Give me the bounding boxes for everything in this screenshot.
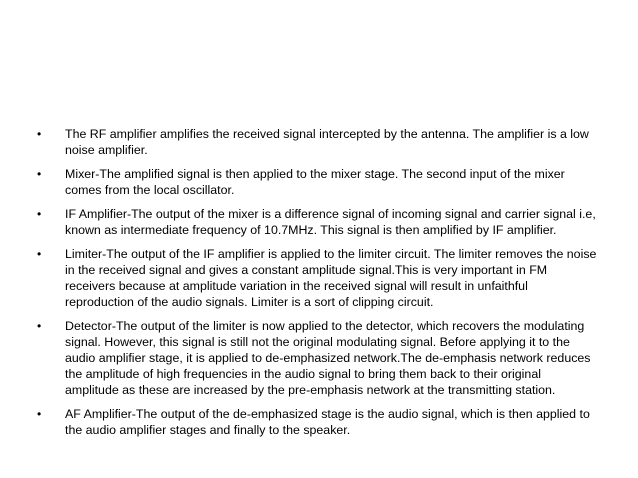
bullet-dot-icon: • (37, 207, 42, 221)
bullet-item-if-amplifier (37, 206, 597, 238)
bullet-text: Mixer-The amplified signal is then applied to the mixer stage. The second input of the mixer comes from the local oscillator. (65, 167, 565, 197)
bullet-item-mixer (37, 166, 597, 198)
bullet-dot-icon: • (37, 407, 42, 421)
bullet-dot-icon: • (37, 319, 42, 333)
bullet-list (37, 126, 597, 446)
bullet-dot-icon: • (37, 167, 42, 181)
bullet-text: Limiter-The output of the IF amplifier is applied to the limiter circuit. The limiter removes the noise in the received signal and gives a constant amplitude signal.This is very important in FM receivers because at amplitude variation in the received signal will result in unfaithful reproduction of the audio signals. Limiter is a sort of clipping circuit. (65, 247, 597, 309)
bullet-dot-icon: • (37, 127, 42, 141)
bullet-dot-icon: • (37, 247, 42, 261)
bullet-text: Detector-The output of the limiter is now applied to the detector, which recovers the modulating signal. However, this signal is still not the original modulating signal. Before applying it to the audio amplifier stage, it is applied to de-emphasized network.The de-emphasis network reduces the amplitude of high frequencies in the audio signal to bring them back to their original amplitude as these are increased by the pre-emphasis network at the transmitting station. (65, 319, 591, 397)
bullet-text: IF Amplifier-The output of the mixer is a difference signal of incoming signal and carrier signal i.e, known as intermediate frequency of 10.7MHz. This signal is then amplified by IF amplifier. (65, 207, 596, 237)
bullet-text: The RF amplifier amplifies the received signal intercepted by the antenna. The amplifier is a low noise amplifier. (65, 127, 589, 157)
bullet-item-limiter (37, 246, 597, 310)
bullet-item-detector (37, 318, 597, 398)
bullet-text: AF Amplifier-The output of the de-emphasized stage is the audio signal, which is then applied to the audio amplifier stages and finally to the speaker. (65, 407, 590, 437)
bullet-item-af-amplifier (37, 406, 597, 438)
bullet-item-rf-amplifier (37, 126, 597, 158)
